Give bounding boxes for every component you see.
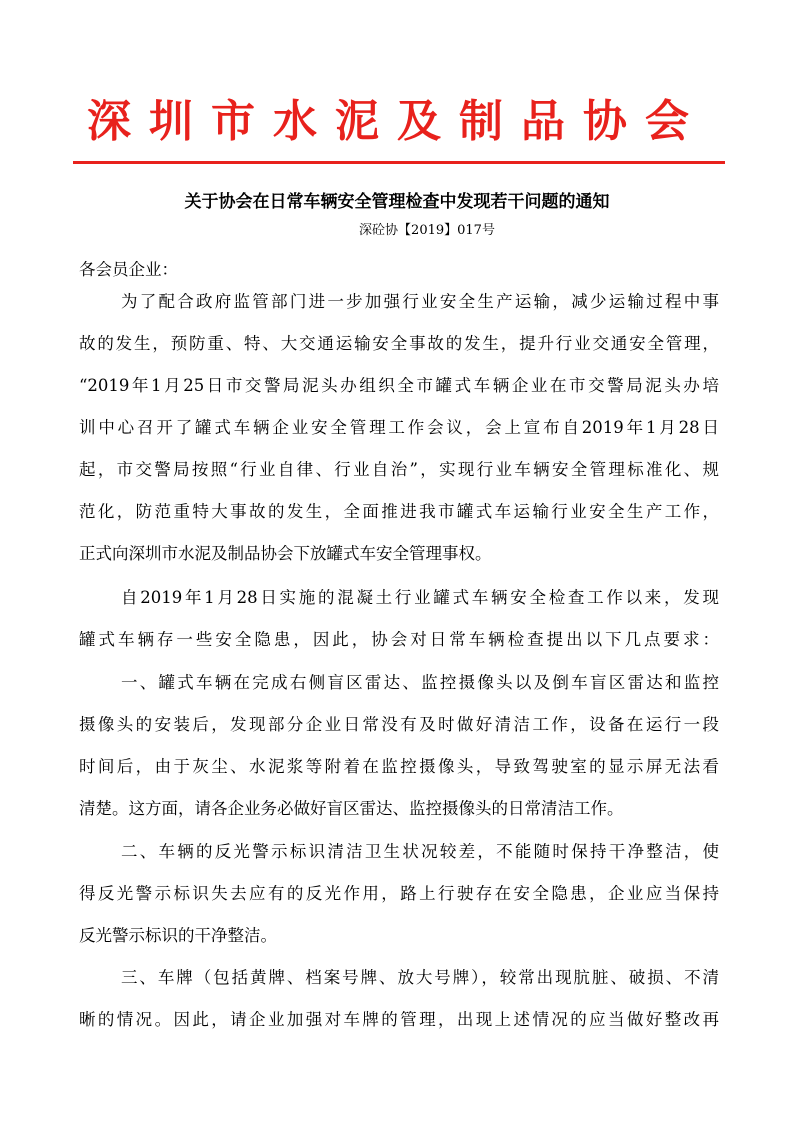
body-line: “2019年1月25日市交警局泥头办组织全市罐式车辆企业在市交警局泥头办培 xyxy=(79,376,719,395)
body-line: 摄像头的安装后，发现部分企业日常没有及时做好清洁工作，设备在运行一段 xyxy=(79,715,719,734)
body-line: 自2019年1月28日实施的混凝土行业罐式车辆安全检查工作以来，发现 xyxy=(121,588,719,607)
body-line: 罐式车辆存一些安全隐患，因此，协会对日常车辆检查提出以下几点要求： xyxy=(79,630,719,649)
body-line: 反光警示标识的干净整洁。 xyxy=(79,926,277,945)
organization-letterhead: 深圳市水泥及制品协会 xyxy=(87,96,707,147)
body-line: 三、车牌（包括黄牌、档案号牌、放大号牌），较常出现肮脏、破损、不清 xyxy=(121,968,719,987)
body-line: 范化，防范重特大事故的发生，全面推进我市罐式车运输行业安全生产工作， xyxy=(79,502,719,521)
document-number: 深砼协【2019】017号 xyxy=(359,223,495,238)
body-line: 清楚。这方面，请各企业务必做好盲区雷达、监控摄像头的日常清洁工作。 xyxy=(79,799,624,818)
body-line: 训中心召开了罐式车辆企业安全管理工作会议，会上宣布自2019年1月28日 xyxy=(79,418,719,437)
notice-title: 关于协会在日常车辆安全管理检查中发现若干问题的通知 xyxy=(184,192,610,212)
body-line: 起，市交警局按照“行业自律、行业自治”，实现行业车辆安全管理标准化、规 xyxy=(79,460,719,479)
body-line: 为了配合政府监管部门进一步加强行业安全生产运输，减少运输过程中事 xyxy=(121,292,719,311)
body-line: 一、罐式车辆在完成右侧盲区雷达、监控摄像头以及倒车盲区雷达和监控 xyxy=(121,673,719,692)
body-line: 正式向深圳市水泥及制品协会下放罐式车安全管理事权。 xyxy=(79,544,492,563)
letterhead-divider xyxy=(73,161,725,164)
body-line: 时间后，由于灰尘、水泥浆等附着在监控摄像头，导致驾驶室的显示屏无法看 xyxy=(79,757,719,776)
salutation: 各会员企业： xyxy=(79,260,178,279)
body-line: 故的发生，预防重、特、大交通运输安全事故的发生，提升行业交通安全管理， xyxy=(79,334,719,353)
body-line: 二、车辆的反光警示标识清洁卫生状况较差，不能随时保持干净整洁，使 xyxy=(121,842,719,861)
body-line: 晰的情况。因此，请企业加强对车牌的管理，出现上述情况的应当做好整改再 xyxy=(79,1010,719,1029)
body-line: 得反光警示标识失去应有的反光作用，路上行驶存在安全隐患，企业应当保持 xyxy=(79,884,719,903)
